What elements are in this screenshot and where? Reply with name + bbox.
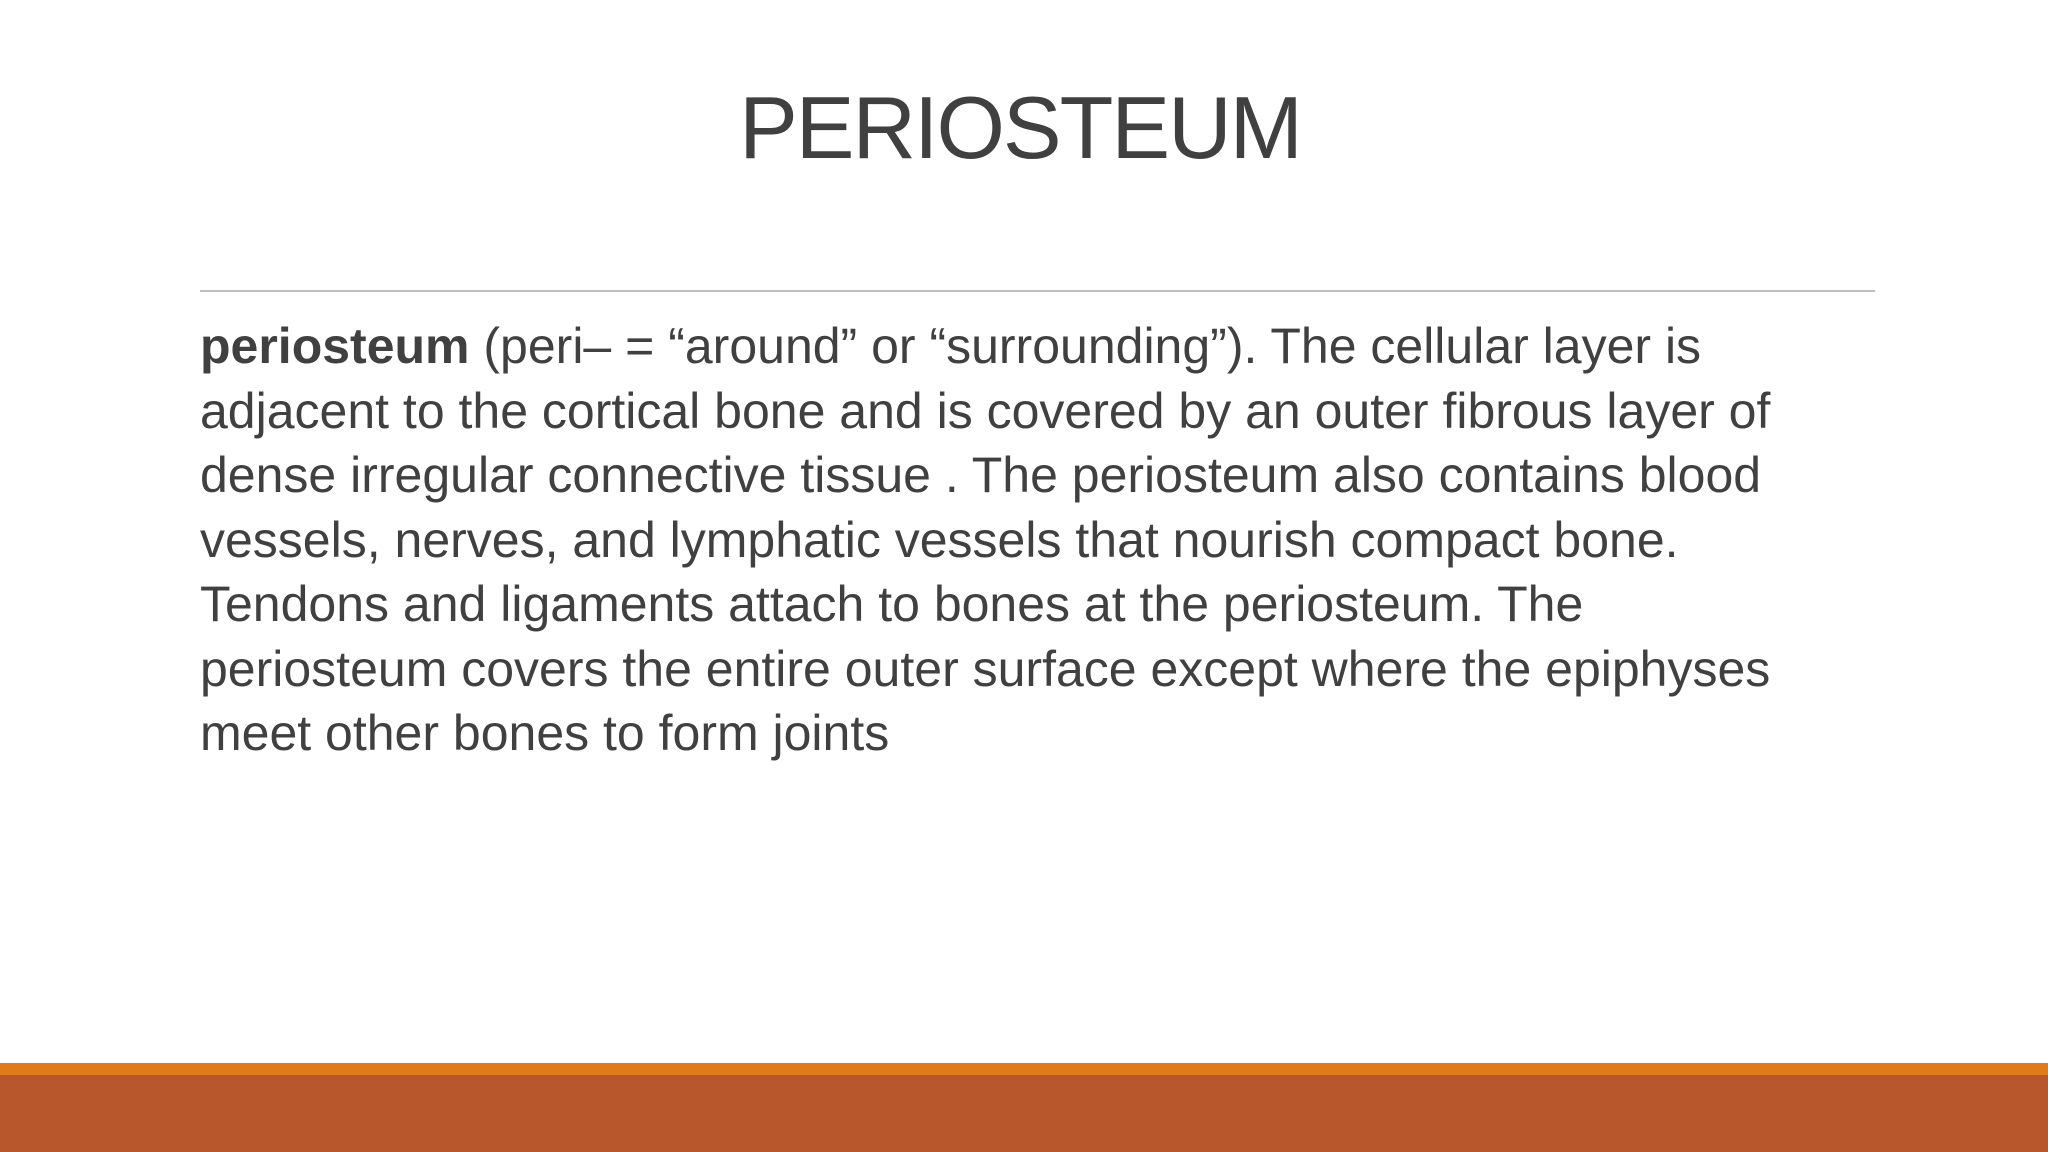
footer-accent-stripe <box>0 1063 2048 1075</box>
slide-title: PERIOSTEUM <box>739 78 1301 177</box>
body-line-6: periosteum covers the entire outer surface except where the epiphyses <box>200 640 1771 697</box>
body-line-4: vessels, nerves, and lymphatic vessels that nourish compact bone. <box>200 511 1679 568</box>
footer-bar <box>0 1075 2048 1152</box>
slide-body-text <box>200 314 1940 766</box>
body-line-2: adjacent to the cortical bone and is covered by an outer fibrous layer of <box>200 382 1771 439</box>
body-line-1-rest: (peri– = “around” or “surrounding”). The cellular layer is <box>469 318 1702 374</box>
title-divider <box>200 290 1875 292</box>
body-line-5: Tendons and ligaments attach to bones at the periosteum. The <box>200 576 1584 632</box>
defined-term: periosteum <box>200 318 470 374</box>
body-line-7: meet other bones to form joints <box>200 705 890 761</box>
body-line-1 <box>200 314 1940 379</box>
body-line-3: dense irregular connective tissue . The periosteum also contains blood <box>200 447 1762 503</box>
